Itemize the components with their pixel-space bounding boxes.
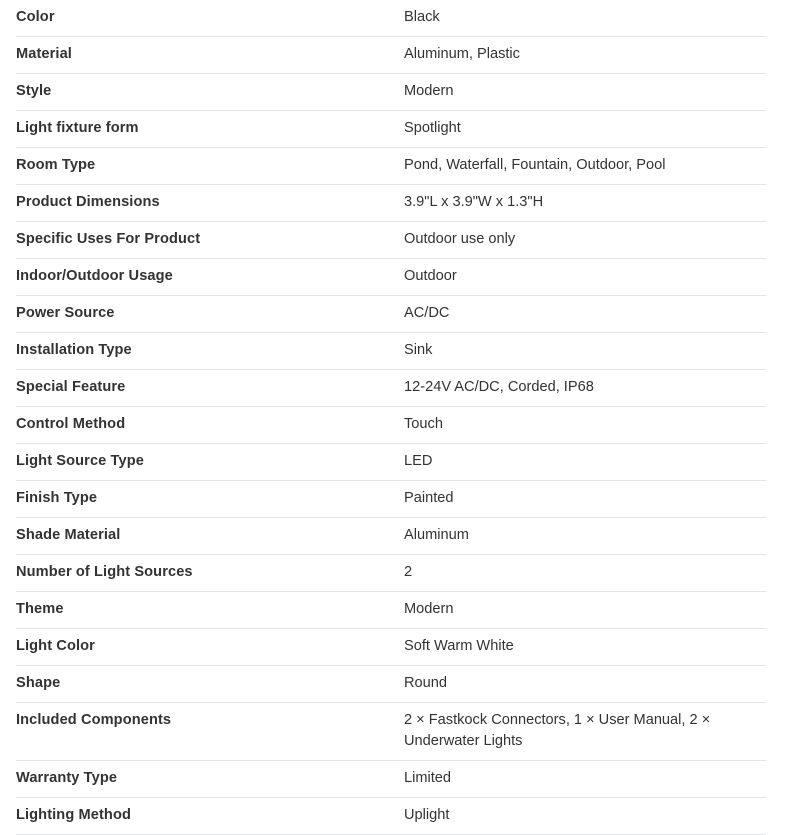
spec-label: Product Dimensions (16, 194, 160, 210)
spec-label: Finish Type (16, 490, 98, 506)
spec-value: LED (404, 453, 433, 469)
spec-row (16, 185, 766, 222)
spec-value: AC/DC (404, 305, 450, 321)
spec-label: Light fixture form (16, 120, 139, 136)
spec-value: Modern (404, 601, 454, 617)
spec-value: Outdoor (404, 268, 457, 284)
spec-row (16, 761, 766, 798)
spec-value: Pond, Waterfall, Fountain, Outdoor, Pool (404, 157, 666, 173)
spec-row (16, 296, 766, 333)
spec-value: Limited (404, 770, 452, 786)
spec-row (16, 333, 766, 370)
spec-label: Included Components (16, 712, 172, 728)
spec-label: Installation Type (16, 342, 132, 358)
spec-value: Soft Warm White (404, 638, 514, 654)
spec-value: Spotlight (404, 120, 461, 136)
spec-label: Light Source Type (16, 453, 144, 469)
spec-label: Special Feature (16, 379, 126, 395)
spec-row (16, 111, 766, 148)
spec-row (16, 0, 766, 37)
spec-value: Modern (404, 83, 454, 99)
spec-label: Shape (16, 675, 61, 691)
spec-value: Touch (404, 416, 443, 432)
product-specs-table (16, 0, 766, 835)
spec-value: 12-24V AC/DC, Corded, IP68 (404, 379, 594, 395)
spec-label: Shade Material (16, 527, 121, 543)
spec-value: Painted (404, 490, 454, 506)
spec-value: 2 × Fastkock Connectors, 1 × User Manual, 2 × Underwater Lights (404, 712, 711, 749)
spec-label: Material (16, 46, 72, 62)
spec-row (16, 518, 766, 555)
spec-row (16, 407, 766, 444)
spec-row (16, 148, 766, 185)
spec-row (16, 444, 766, 481)
spec-value: Sink (404, 342, 433, 358)
spec-row (16, 666, 766, 703)
spec-label: Room Type (16, 157, 96, 173)
spec-label: Specific Uses For Product (16, 231, 201, 247)
spec-label: Style (16, 83, 52, 99)
spec-value: 3.9"L x 3.9"W x 1.3"H (404, 194, 544, 210)
spec-value: Round (404, 675, 448, 691)
spec-label: Power Source (16, 305, 115, 321)
spec-label: Lighting Method (16, 807, 131, 823)
spec-row (16, 370, 766, 407)
spec-row (16, 37, 766, 74)
spec-row (16, 74, 766, 111)
spec-label: Number of Light Sources (16, 564, 193, 580)
spec-row (16, 629, 766, 666)
spec-label: Theme (16, 601, 64, 617)
spec-row (16, 798, 766, 835)
spec-value: Aluminum (404, 527, 469, 543)
spec-label: Control Method (16, 416, 126, 432)
spec-label: Color (16, 9, 55, 25)
spec-row (16, 592, 766, 629)
spec-value: Black (404, 9, 440, 25)
spec-row (16, 481, 766, 518)
spec-row (16, 259, 766, 296)
spec-label: Light Color (16, 638, 95, 654)
spec-value: Aluminum, Plastic (404, 46, 520, 62)
spec-value: 2 (404, 564, 413, 580)
spec-value: Outdoor use only (404, 231, 516, 247)
spec-label: Warranty Type (16, 770, 118, 786)
spec-row (16, 555, 766, 592)
product-specs-body (16, 0, 766, 835)
spec-label: Indoor/Outdoor Usage (16, 268, 173, 284)
spec-row (16, 222, 766, 259)
spec-value: Uplight (404, 807, 450, 823)
spec-row (16, 703, 766, 761)
